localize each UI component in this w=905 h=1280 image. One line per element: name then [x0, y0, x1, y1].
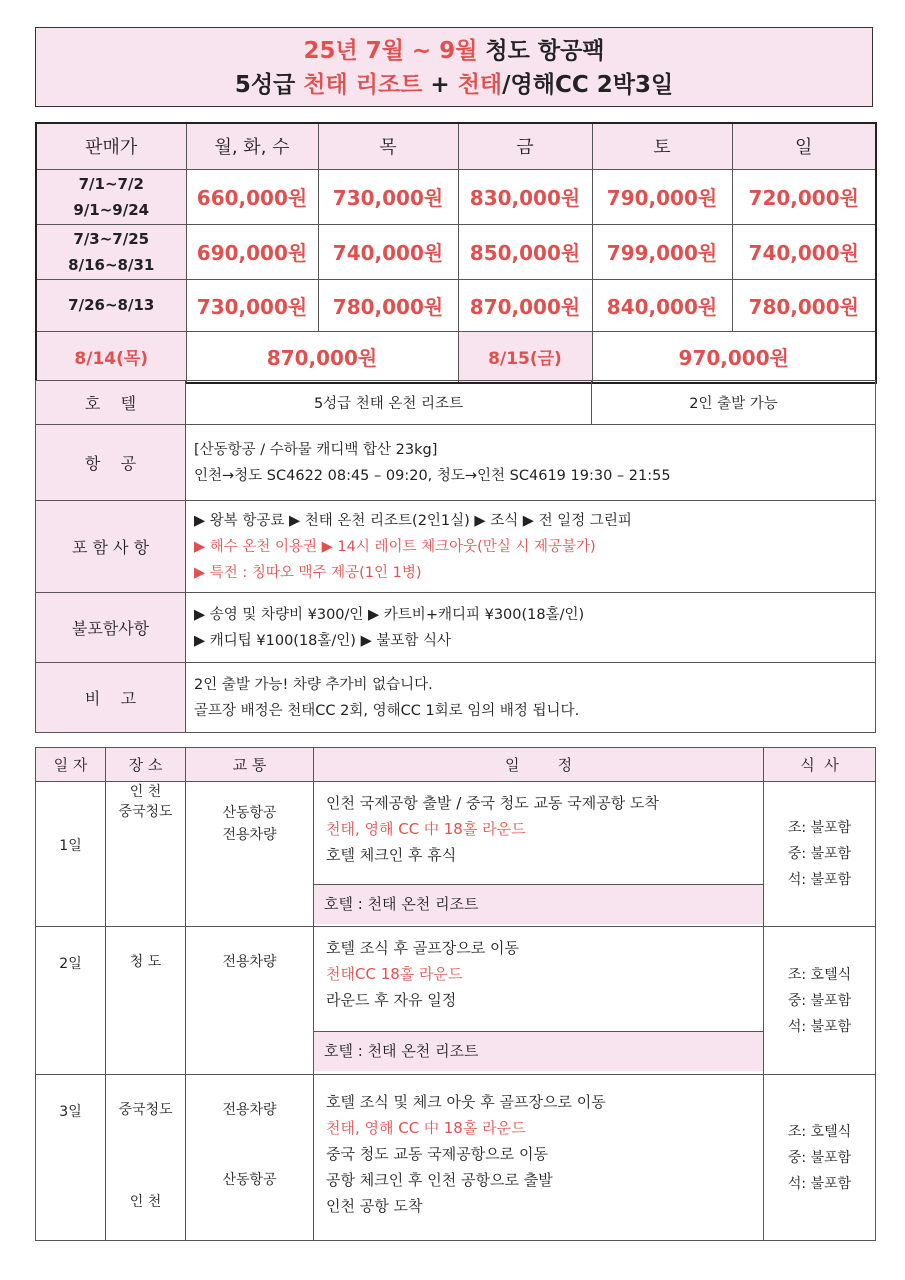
header-fri: 금: [458, 123, 592, 169]
air-row: [36, 425, 876, 501]
included-row: [36, 501, 876, 593]
hotel-row: [36, 381, 876, 425]
itinerary-item: 인천 국제공항 출발 / 중국 청도 교동 국제공항 도착: [326, 794, 660, 812]
meal-text: 중: 불포함: [787, 1149, 852, 1166]
special-price-2: 970,000원: [592, 331, 876, 383]
place-cell: [106, 782, 186, 927]
meals-cell: [764, 927, 876, 1075]
itinerary-item: 공항 체크인 후 인천 공항으로 출발: [326, 1171, 553, 1189]
price-cell: 730,000원: [186, 279, 318, 331]
itinerary-cell: [314, 1075, 764, 1241]
itinerary-item: 중국 청도 교동 국제공항으로 이동: [326, 1145, 548, 1163]
itinerary-item: 호텔 조식 및 체크 아웃 후 골프장으로 이동: [326, 1093, 606, 1111]
period-text: 9/1~9/24: [73, 200, 150, 219]
header-itinerary: 일 정: [314, 748, 764, 782]
itinerary-items: [314, 927, 763, 1031]
special-date-2: 8/15(금): [458, 331, 592, 383]
price-row: [36, 169, 876, 224]
period-text: 7/1~7/2: [78, 174, 144, 193]
meals-cell: [764, 1075, 876, 1241]
header-place: 장 소: [106, 748, 186, 782]
info-table: [35, 380, 876, 733]
excluded-label: 불포함사항: [36, 593, 186, 663]
day-row-1: [36, 782, 876, 927]
title-cc2: /영해CC 2박3일: [502, 72, 674, 98]
hotel-label: 호 텔: [36, 381, 186, 425]
title-plus: +: [422, 72, 458, 98]
excluded-line: ▶ 캐디팁 ¥100(18홀/인) ▶ 불포함 식사: [194, 632, 451, 649]
price-cell: 870,000원: [458, 279, 592, 331]
title-resort: 천태 리조트: [303, 72, 423, 98]
title-cc1: 천태: [457, 72, 503, 98]
meal-text: 석: 불포함: [787, 1175, 852, 1192]
period-cell: 7/26~8/13: [36, 279, 186, 331]
meal-text: 석: 불포함: [787, 1018, 852, 1035]
note-value: [186, 663, 876, 733]
price-header-row: [36, 123, 876, 169]
place-cell: [106, 1075, 186, 1241]
header-sale-price: 판매가: [36, 123, 186, 169]
header-meals: 식 사: [764, 748, 876, 782]
itinerary-item: 인천 공항 도착: [326, 1197, 423, 1215]
excluded-line: ▶ 송영 및 차량비 ¥300/인 ▶ 카트비+캐디피 ¥300(18홀/인): [194, 606, 585, 623]
schedule-table: [35, 747, 876, 1241]
transport-cell: [186, 782, 314, 927]
place-text: 인 천: [129, 784, 162, 800]
itinerary-cell: [314, 782, 764, 927]
meal-text: 중: 불포함: [787, 992, 852, 1009]
meal-text: 중: 불포함: [787, 846, 852, 862]
itinerary-item: 천태CC 18홀 라운드: [326, 965, 463, 983]
note-label: 비 고: [36, 663, 186, 733]
hotel-value: 5성급 천태 온천 리조트: [186, 381, 592, 425]
meal-text: 조: 불포함: [787, 820, 852, 836]
meal-text: 조: 호텔식: [787, 1123, 852, 1140]
price-cell: 780,000원: [318, 279, 458, 331]
title-line-1: [36, 34, 872, 68]
price-row: [36, 279, 876, 331]
price-cell: 660,000원: [186, 169, 318, 224]
price-cell: 730,000원: [318, 169, 458, 224]
air-label: 항 공: [36, 425, 186, 501]
meals-cell: [764, 782, 876, 927]
price-cell: 790,000원: [592, 169, 732, 224]
itinerary-items: [314, 1075, 763, 1225]
price-cell: 740,000원: [318, 224, 458, 279]
itinerary-items: [314, 782, 763, 884]
itinerary-item: 호텔 조식 후 골프장으로 이동: [326, 939, 519, 957]
title-period: 25년 7월 ~ 9월: [303, 38, 478, 64]
day-row-3: [36, 1075, 876, 1241]
included-line: ▶ 해수 온천 이용권 ▶ 14시 레이트 체크아웃(만실 시 제공불가): [194, 538, 596, 555]
price-row: [36, 224, 876, 279]
air-value: [186, 425, 876, 501]
title-line-2: [36, 68, 872, 102]
header-sun: 일: [732, 123, 876, 169]
price-table: [35, 122, 877, 384]
day-row-2: [36, 927, 876, 1075]
day-cell: 2일: [36, 927, 106, 1075]
header-transport: 교 통: [186, 748, 314, 782]
header-sat: 토: [592, 123, 732, 169]
price-cell: 720,000원: [732, 169, 876, 224]
price-cell: 840,000원: [592, 279, 732, 331]
itinerary-item: 천태, 영해 CC 中 18홀 라운드: [326, 820, 526, 838]
itinerary-hotel: 호텔 : 천태 온천 리조트: [314, 884, 763, 924]
title-box: [35, 27, 873, 107]
included-value: [186, 501, 876, 593]
transport-text: 산동항공: [222, 1172, 277, 1188]
header-thu: 목: [318, 123, 458, 169]
schedule-header-row: [36, 748, 876, 782]
price-cell: 830,000원: [458, 169, 592, 224]
itinerary-cell: [314, 927, 764, 1075]
price-cell: 850,000원: [458, 224, 592, 279]
transport-cell: 전용차량: [186, 927, 314, 1075]
air-line: [산동항공 / 수하물 캐디백 합산 23kg]: [194, 441, 438, 458]
price-cell: 799,000원: [592, 224, 732, 279]
air-line: 인천→청도 SC4622 08:45 – 09:20, 청도→인천 SC4619 19:30 – 21:55: [194, 467, 671, 484]
special-price-1: 870,000원: [186, 331, 458, 383]
price-cell: 780,000원: [732, 279, 876, 331]
header-mon-wed: 월, 화, 수: [186, 123, 318, 169]
meal-text: 조: 호텔식: [787, 966, 852, 983]
itinerary-hotel: 호텔 : 천태 온천 리조트: [314, 1031, 763, 1071]
transport-cell: [186, 1075, 314, 1241]
period-cell: [36, 169, 186, 224]
price-cell: 690,000원: [186, 224, 318, 279]
included-line: ▶ 왕복 항공료 ▶ 천태 온천 리조트(2인1실) ▶ 조식 ▶ 전 일정 그린피: [194, 512, 632, 529]
place-text: 인 천: [129, 1194, 162, 1210]
special-date-1: 8/14(목): [36, 331, 186, 383]
hotel-note: 2인 출발 가능: [592, 381, 876, 425]
price-cell: 740,000원: [732, 224, 876, 279]
period-text: 8/16~8/31: [68, 255, 155, 274]
day-cell: 3일: [36, 1075, 106, 1241]
title-product: 청도 항공팩: [477, 38, 605, 64]
meal-text: 석: 불포함: [787, 872, 852, 888]
transport-text: 전용차량: [222, 1102, 277, 1118]
special-price-row: [36, 331, 876, 383]
excluded-value: [186, 593, 876, 663]
transport-text: 전용차량: [222, 827, 277, 843]
note-line: 2인 출발 가능! 차량 추가비 없습니다.: [194, 676, 433, 693]
itinerary-item: 라운드 후 자유 일정: [326, 991, 457, 1009]
day-cell: 1일: [36, 782, 106, 927]
place-cell: 청 도: [106, 927, 186, 1075]
note-line: 골프장 배정은 천태CC 2회, 영해CC 1회로 임의 배정 됩니다.: [194, 702, 580, 719]
place-text: 중국청도: [118, 1102, 173, 1118]
itinerary-item: 천태, 영해 CC 中 18홀 라운드: [326, 1119, 526, 1137]
included-line: ▶ 특전 : 칭따오 맥주 제공(1인 1병): [194, 564, 422, 581]
excluded-row: [36, 593, 876, 663]
note-row: [36, 663, 876, 733]
included-label: 포 함 사 항: [36, 501, 186, 593]
place-text: 중국청도: [118, 804, 173, 820]
period-cell: [36, 224, 186, 279]
title-grade: 5성급: [234, 72, 304, 98]
header-day: 일 자: [36, 748, 106, 782]
itinerary-item: 호텔 체크인 후 휴식: [326, 846, 457, 864]
period-text: 7/3~7/25: [73, 229, 150, 248]
transport-text: 산동항공: [222, 805, 277, 821]
